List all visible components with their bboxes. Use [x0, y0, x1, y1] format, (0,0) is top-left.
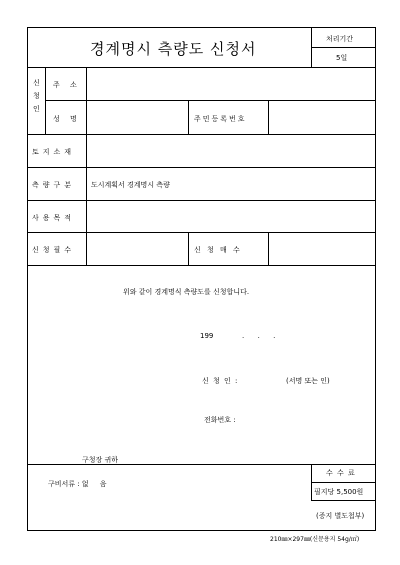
- application-form: [27, 27, 376, 531]
- date-separators: . . .: [242, 332, 276, 340]
- required-documents-label: 구비서류 : 없 음: [48, 480, 107, 488]
- applicant-group-label-1: 신: [33, 79, 40, 87]
- fee-value: 필지당 5,500원: [314, 488, 364, 496]
- application-quantity-label: 신청필수: [32, 246, 76, 254]
- fee-label: 수 수 료: [326, 469, 356, 477]
- address-label: 주 소: [53, 81, 81, 89]
- signature-label: (서명 또는 인): [286, 377, 330, 385]
- land-location-label: 토지소재: [32, 148, 76, 156]
- applicant-sign-label: 신 청 인 :: [202, 377, 239, 385]
- phone-label: 전화번호 :: [204, 416, 236, 424]
- name-label: 성 명: [53, 115, 81, 123]
- recipient-label: 구청장 귀하: [82, 456, 119, 464]
- paper-spec: 210㎜×297㎜(신문용지 54g/㎡): [270, 536, 360, 543]
- form-title: 경계명시 측량도 신청서: [90, 40, 257, 58]
- sheet-count-label: 신 청 매 수: [194, 246, 242, 254]
- processing-period-label: 처리기간: [326, 35, 354, 43]
- survey-type-value: 도시계획서 경계명시 측량: [91, 181, 170, 189]
- processing-period-value: 5일: [336, 54, 348, 62]
- survey-type-label: 측량구분: [32, 181, 76, 189]
- stamp-note: (증지 별도첩부): [316, 512, 365, 520]
- resident-id-label: 주민등록번호: [194, 115, 247, 123]
- applicant-group-label-2: 청: [33, 92, 40, 100]
- applicant-group-label-3: 인: [33, 105, 40, 113]
- application-statement: 위와 같이 경계명식 측량도를 신청합니다.: [123, 288, 250, 296]
- date-year: 199: [200, 332, 214, 340]
- purpose-label: 사용목적: [32, 214, 76, 222]
